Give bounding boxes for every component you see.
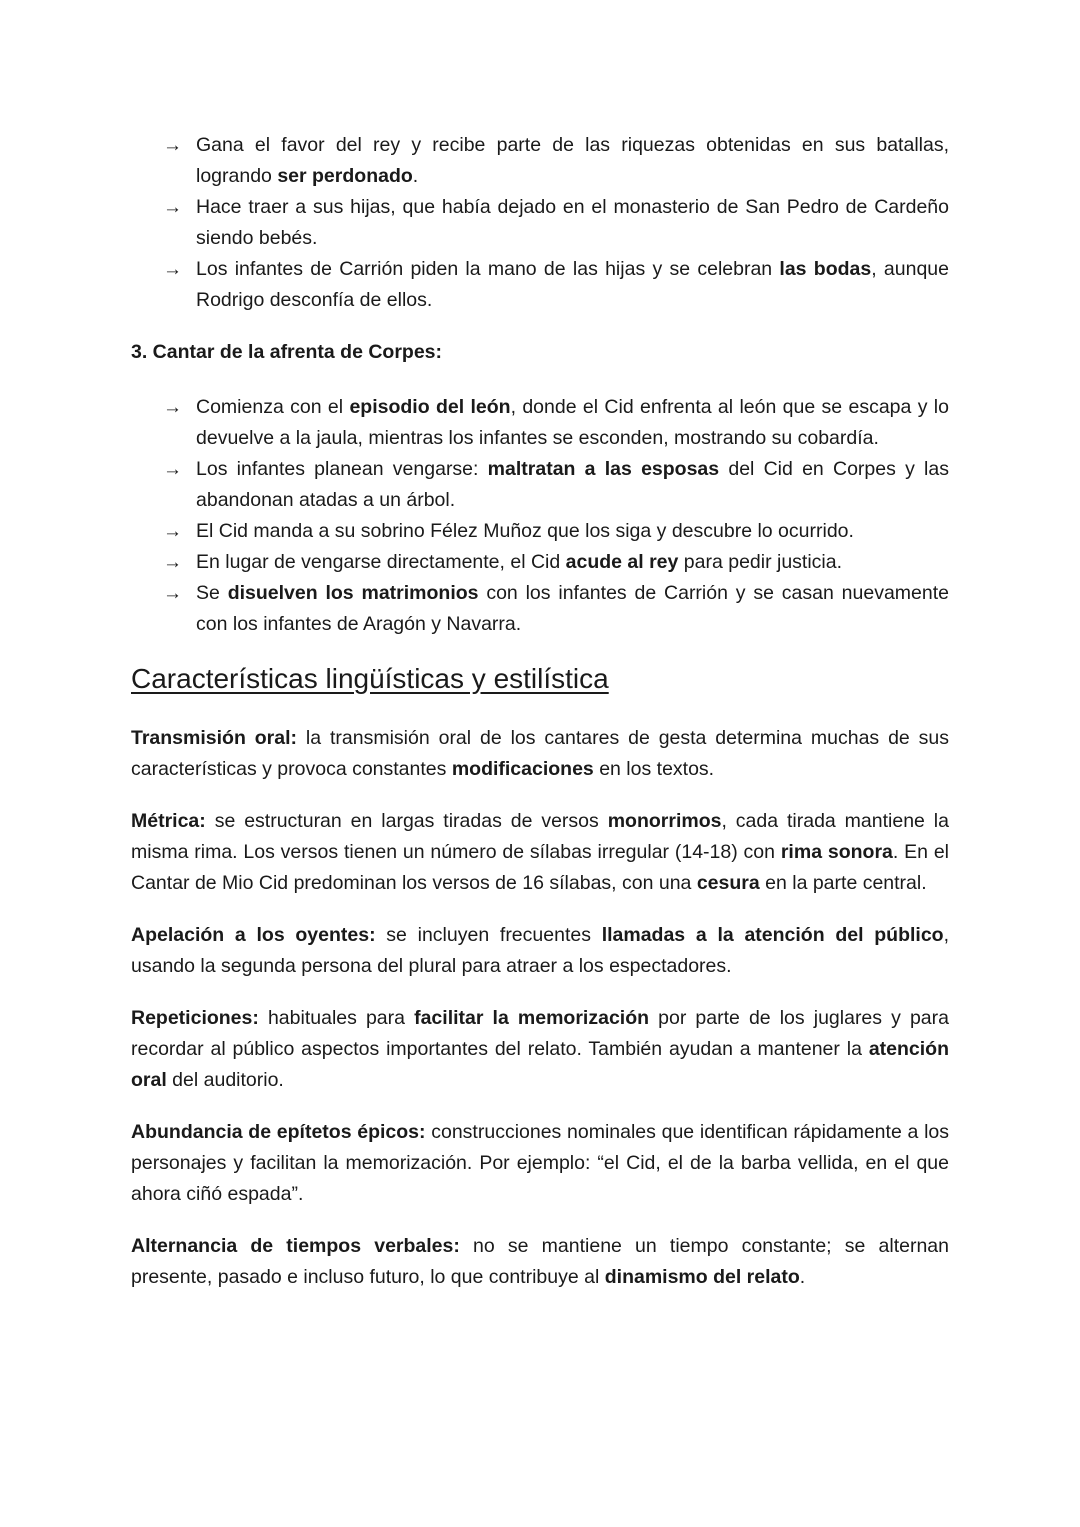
text-run: para pedir justicia.	[678, 551, 843, 573]
list-item	[131, 578, 949, 640]
text-run: en la parte central.	[759, 872, 927, 894]
bold-text: rima sonora	[780, 841, 893, 863]
text-run: , aunque Rodrigo desconfía de ellos.	[196, 258, 949, 311]
text-run: no se mantiene un tiempo constante; se alternan presente, pasado e incluso futuro, lo que contribuye al	[131, 1235, 949, 1288]
paragraph	[131, 1117, 949, 1210]
text-run: Comienza con el	[196, 396, 350, 418]
arrow-right-icon: →	[163, 259, 182, 280]
text-run: En lugar de vengarse directamente, el Cid	[196, 551, 566, 573]
arrow-right-icon: →	[163, 583, 182, 604]
bold-text: Abundancia de epítetos épicos:	[131, 1121, 426, 1143]
bold-text: facilitar la memorización	[414, 1007, 650, 1029]
cantar-bodas-list	[131, 130, 949, 316]
bold-text: Transmisión oral:	[131, 727, 298, 749]
paragraph	[131, 920, 949, 982]
text-run: la transmisión oral de los cantares de gesta determina muchas de sus características y provoca constantes	[131, 727, 950, 780]
page-content	[131, 130, 949, 1293]
text-run: , cada tirada mantiene la misma rima. Los versos tienen un número de sílabas irregular (14-18) con	[131, 810, 949, 863]
bold-text: las bodas	[779, 258, 872, 280]
bold-text: dinamismo del relato	[604, 1266, 800, 1288]
list-item	[131, 254, 949, 316]
arrow-right-icon: →	[163, 552, 182, 573]
bold-text: Alternancia de tiempos verbales:	[131, 1235, 460, 1257]
cantar-afrenta-list	[131, 392, 949, 640]
arrow-right-icon: →	[163, 397, 182, 418]
arrow-right-icon: →	[163, 197, 182, 218]
bold-text: atención oral	[131, 1038, 949, 1091]
text-run: por parte de los juglares y para recordar al público aspectos importantes del relato. También ayudan a mantener la	[131, 1007, 949, 1060]
bold-text: modificaciones	[451, 758, 594, 780]
arrow-right-icon: →	[163, 135, 182, 156]
text-run: , donde el Cid enfrenta al león que se escapa y lo devuelve a la jaula, mientras los infantes se esconden, mostrando su cobardía.	[196, 396, 949, 449]
bold-text: acude al rey	[565, 551, 679, 573]
list-item	[131, 516, 949, 547]
text-run: Los infantes de Carrión piden la mano de las hijas y se celebran	[196, 258, 780, 280]
paragraph	[131, 1003, 949, 1096]
bold-text: ser perdonado	[277, 165, 413, 187]
bold-text: episodio del león	[349, 396, 511, 418]
paragraph	[131, 723, 949, 785]
text-run: Hace traer a sus hijas, que había dejado en el monasterio de San Pedro de Cardeño siendo bebés.	[196, 196, 949, 249]
list-item	[131, 192, 949, 254]
text-run: Gana el favor del rey y recibe parte de las riquezas obtenidas en sus batallas, logrando	[196, 134, 949, 187]
text-run: .	[412, 165, 419, 187]
text-run: Los infantes planean vengarse:	[196, 458, 488, 480]
bold-text: maltratan a las esposas	[487, 458, 720, 480]
text-run: se estructuran en largas tiradas de versos	[205, 810, 608, 832]
text-run: . En el Cantar de Mio Cid predominan los versos de 16 sílabas, con una	[131, 841, 949, 894]
text-run: del Cid en Corpes y las abandonan atadas a un árbol.	[196, 458, 949, 511]
text-run: del auditorio.	[166, 1069, 284, 1091]
bold-text: cesura	[696, 872, 760, 894]
list-item	[131, 392, 949, 454]
text-run: El Cid manda a su sobrino Félez Muñoz que los siga y descubre lo ocurrido.	[196, 520, 854, 542]
paragraph	[131, 1231, 949, 1293]
caracteristicas-paragraphs	[131, 723, 949, 1293]
arrow-right-icon: →	[163, 521, 182, 542]
bold-text: llamadas a la atención del público	[601, 924, 944, 946]
arrow-right-icon: →	[163, 459, 182, 480]
section-heading-cantar-afrenta: 3. Cantar de la afrenta de Corpes:	[131, 341, 443, 363]
text-run: se incluyen frecuentes	[375, 924, 602, 946]
bold-text: Repeticiones:	[131, 1007, 259, 1029]
list-item	[131, 547, 949, 578]
bold-text: disuelven los matrimonios	[227, 582, 479, 604]
text-run: construcciones nominales que identifican rápidamente a los personajes y facilitan la memorización. Por ejemplo: “el Cid, el de la barba vellida, en el que ahora ciñó espada”.	[131, 1121, 949, 1205]
paragraph	[131, 806, 949, 899]
bold-text: Apelación a los oyentes:	[131, 924, 376, 946]
text-run: en los textos.	[593, 758, 715, 780]
bold-text: monorrimos	[607, 810, 722, 832]
list-item	[131, 130, 949, 192]
section-title-caracteristicas: Características lingüísticas y estilística	[131, 663, 609, 694]
bold-text: Métrica:	[131, 810, 206, 832]
text-run: con los infantes de Carrión y se casan nuevamente con los infantes de Aragón y Navarra.	[196, 582, 949, 635]
text-run: , usando la segunda persona del plural para atraer a los espectadores.	[131, 924, 949, 977]
text-run: .	[799, 1266, 806, 1288]
list-item	[131, 454, 949, 516]
text-run: Se	[196, 582, 228, 604]
text-run: habituales para	[258, 1007, 415, 1029]
